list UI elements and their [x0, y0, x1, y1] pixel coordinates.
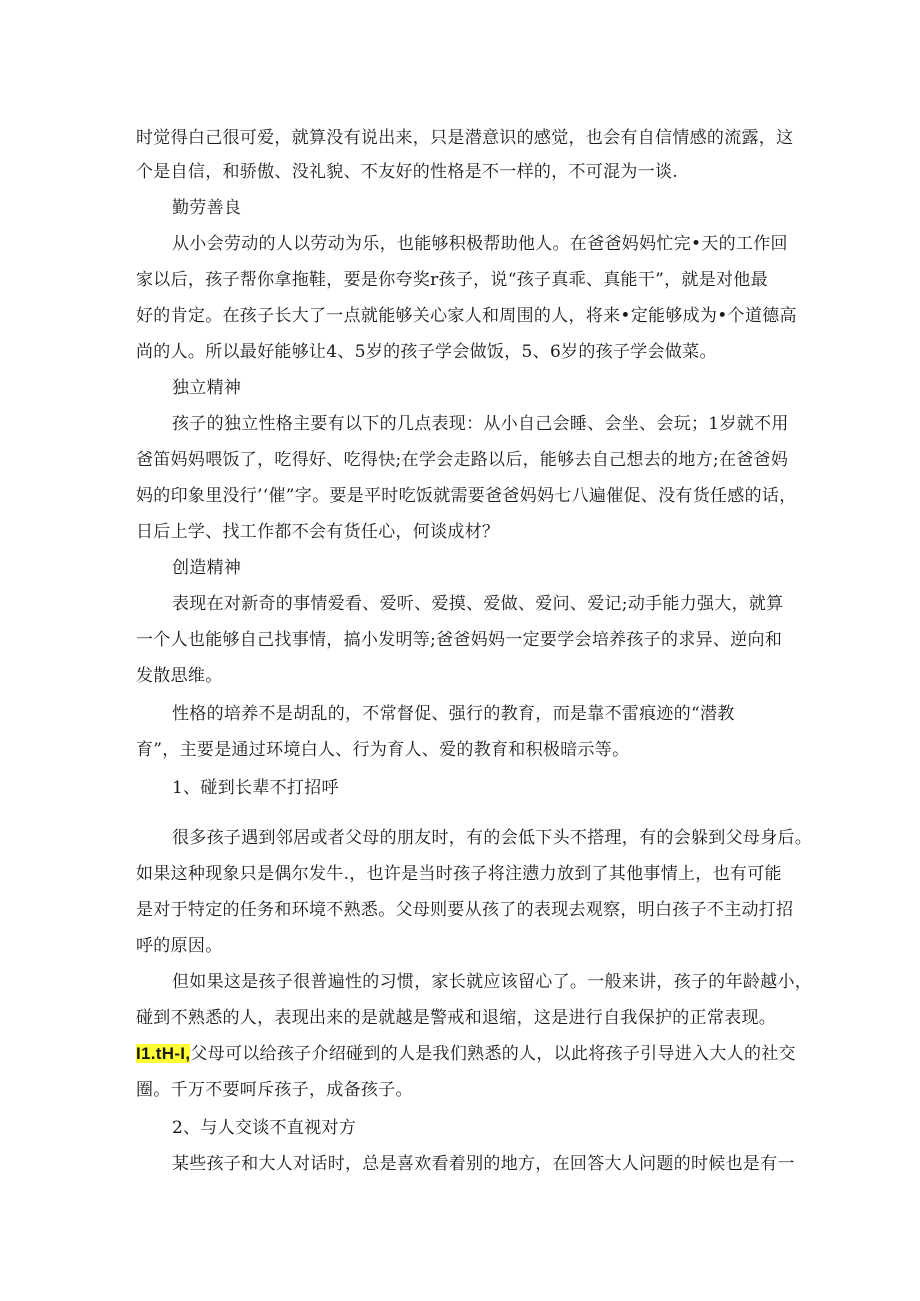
paragraph-line: 日后上学、找工作都不会有货任心，何谈成材？ [136, 522, 500, 542]
paragraph-line: 性格的培养不是胡乱的，不常督促、强行的教育，而是靠不雷痕迹的“潜教 [172, 704, 735, 724]
section-heading-1: 1、碰到长辈不打招呼 [172, 778, 339, 798]
paragraph-line: 但如果这是孩子很普遍性的习惯，家长就应该留心了。一般来讲，孩子的年龄越小， [172, 972, 813, 992]
section-heading-2: 2、与人交谈不直视对方 [172, 1118, 357, 1138]
paragraph-line: 妈的印象里没行’‘催”字。要是平时吃饭就需要爸爸妈妈七八遍催促、没有货任感的话， [136, 486, 797, 506]
paragraph-line: 发散思维。 [136, 666, 223, 686]
highlighted-ocr-text: I1.tH-I, [136, 1044, 191, 1063]
paragraph-line-highlighted [136, 1042, 796, 1066]
paragraph-line: 从小会劳动的人以劳动为乐，也能够积极帮助他人。在爸爸妈妈忙完•天的工作回 [172, 234, 788, 254]
paragraph-line: 孩子的独立性格主要有以下的几点表现：从小自己会睡、会坐、会玩；1岁就不用 [172, 414, 789, 434]
paragraph-line: 一个人也能够自己找事情，搞小发明等;爸爸妈妈一定要学会培养孩子的求异、逆向和 [136, 630, 783, 650]
paragraph-line: 是对于特定的任务和环境不熟悉。父母则要从孩了的表现去观察，明白孩子不主动打招 [136, 900, 794, 920]
paragraph-line: 很多孩子遇到邻居或者父母的朋友时，有的会低下头不搭理，有的会躲到父母身后。 [172, 828, 813, 848]
paragraph-line: 爸笛妈妈喂饭了，吃得好、吃得快;在学会走路以后，能够去自己想去的地方;在爸爸妈 [136, 450, 789, 470]
paragraph-line: 某些孩子和大人对话时，总是喜欢看着别的地方，在回答大人问题的时候也是有一 [172, 1154, 795, 1174]
paragraph-line: 表现在对新奇的事情爱看、爱听、爱摸、爱做、爱问、爱记;动手能力强大，就算 [172, 594, 784, 614]
paragraph-line: 如果这种现象只是偶尔发牛.，也许是当时孩子将注懑力放到了其他事情上，也有可能 [136, 864, 782, 884]
section-heading-diligence: 勤劳善良 [172, 198, 242, 218]
paragraph-line: 碰到不熟悉的人，表现出来的是就越是警戒和退缩，这是进行自我保护的正常表现。 [136, 1008, 777, 1028]
paragraph-line: 育”，主要是通过环境白人、行为育人、爱的教育和积极暗示等。 [136, 740, 630, 760]
paragraph-line: 尚的人。所以最好能够让4、5岁的孩子学会做饭，5、6岁的孩子学会做菜。 [136, 342, 717, 362]
paragraph-line: 个是自信，和骄傲、没礼貌、不友好的性格是不一样的，不可混为一谈. [136, 162, 679, 182]
paragraph-line-tail: 父母可以给孩子介绍碰到的人是我们熟悉的人，以此将孩子引导进入大人的社交 [190, 1044, 796, 1064]
section-heading-creativity: 创造精神 [172, 558, 242, 578]
paragraph-line: 家以后，孩子帮你拿拖鞋，要是你夸奖r孩子，说“孩子真乖、真能干”，就是对他最 [136, 270, 768, 290]
paragraph-line: 时觉得白己很可爱，就算没有说出来，只是潜意识的感觉，也会有自信情感的流露，这 [136, 128, 794, 148]
paragraph-line: 呼的原因。 [136, 936, 223, 956]
paragraph-line: 圈。千万不要呵斥孩子，成备孩子。 [136, 1080, 413, 1100]
paragraph-line: 好的肯定。在孩子长大了一点就能够关心家人和周围的人，将来•定能够成为•个道德高 [136, 306, 797, 326]
section-heading-independence: 独立精神 [172, 378, 242, 398]
